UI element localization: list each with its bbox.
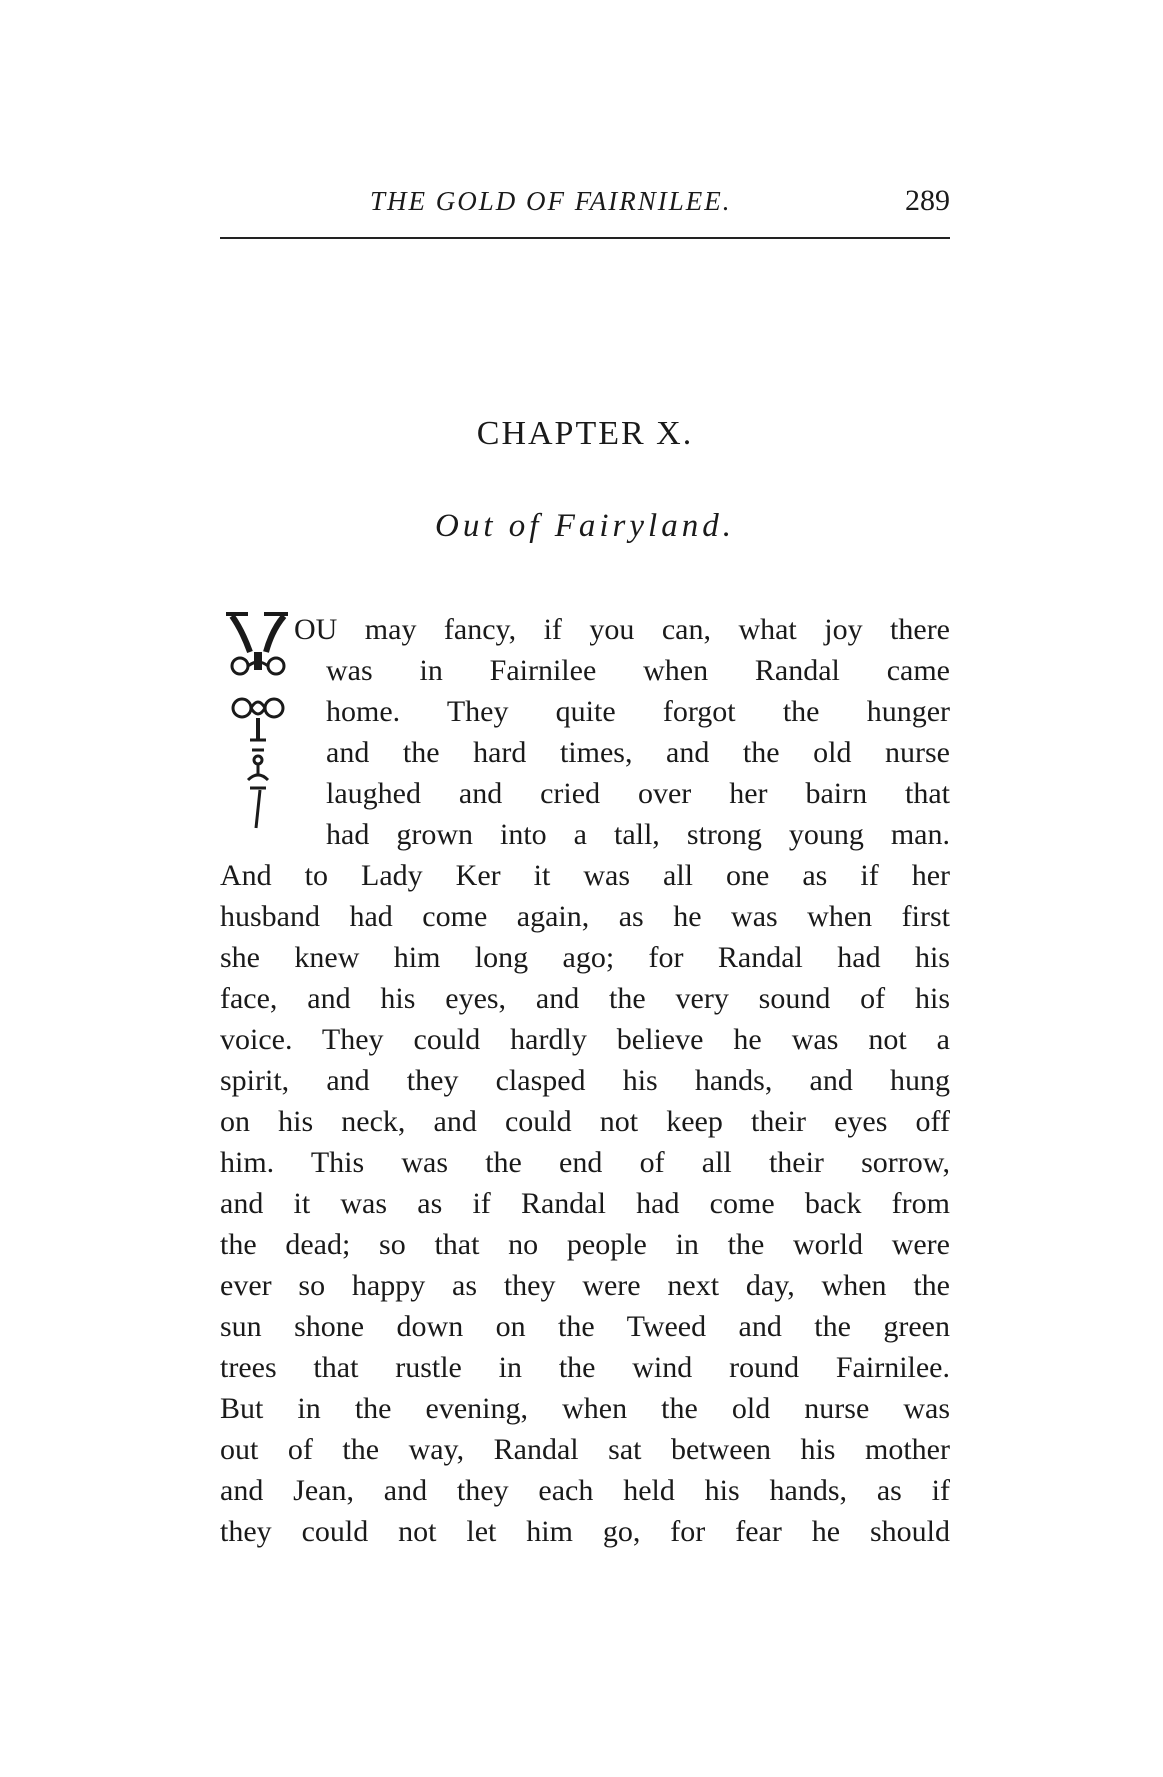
body-line: But in the evening, when the old nurse was xyxy=(220,1392,950,1425)
header-rule xyxy=(220,237,950,239)
ornamental-dropcap-icon xyxy=(220,600,295,830)
body-line: laughed and cried over her bairn that xyxy=(326,777,950,810)
body-line: and Jean, and they each held his hands, as if xyxy=(220,1474,950,1507)
body-line: sun shone down on the Tweed and the green xyxy=(220,1310,950,1343)
body-line: And to Lady Ker it was all one as if her xyxy=(220,859,950,892)
body-line: out of the way, Randal sat between his mother xyxy=(220,1433,950,1466)
body-line: spirit, and they clasped his hands, and hung xyxy=(220,1064,950,1097)
body-line: face, and his eyes, and the very sound of his xyxy=(220,982,950,1015)
body-line: ever so happy as they were next day, when the xyxy=(220,1269,950,1302)
body-line: on his neck, and could not keep their eyes off xyxy=(220,1105,950,1138)
body-line: had grown into a tall, strong young man. xyxy=(326,818,950,851)
running-header xyxy=(220,186,950,226)
body-line: the dead; so that no people in the world were xyxy=(220,1228,950,1261)
body-line: him. This was the end of all their sorrow, xyxy=(220,1146,950,1179)
running-title: THE GOLD OF FAIRNILEE. xyxy=(370,186,732,216)
body-line: and the hard times, and the old nurse xyxy=(326,736,950,769)
body-line: trees that rustle in the wind round Fairnilee. xyxy=(220,1351,950,1384)
chapter-subtitle: Out of Fairyland. xyxy=(435,508,735,544)
chapter-title: CHAPTER X. xyxy=(476,415,694,452)
body-line: husband had come again, as he was when first xyxy=(220,900,950,933)
body-line: voice. They could hardly believe he was not a xyxy=(220,1023,950,1056)
body-line: home. They quite forgot the hunger xyxy=(326,695,950,728)
page-number: 289 xyxy=(905,184,950,217)
body-line: they could not let him go, for fear he should xyxy=(220,1515,950,1548)
body-line: was in Fairnilee when Randal came xyxy=(326,654,950,687)
body-line: OU may fancy, if you can, what joy there xyxy=(294,613,950,646)
body-line: and it was as if Randal had come back from xyxy=(220,1187,950,1220)
body-line: she knew him long ago; for Randal had his xyxy=(220,941,950,974)
